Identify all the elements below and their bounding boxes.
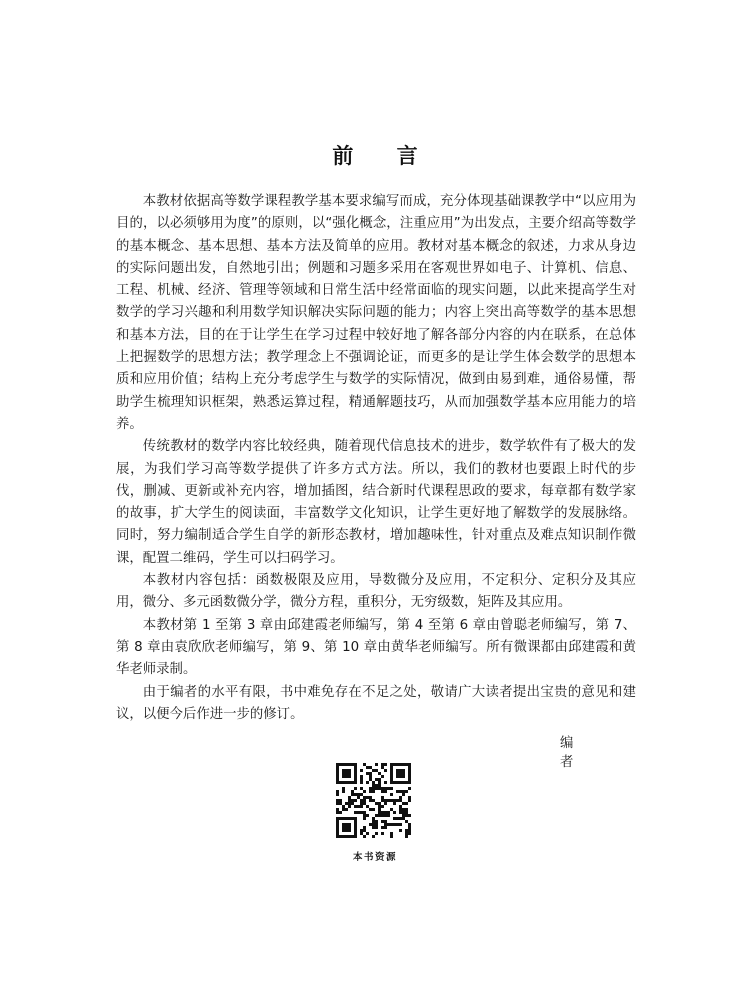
qr-module xyxy=(399,829,402,832)
qr-module xyxy=(384,826,387,829)
qr-module xyxy=(408,829,411,832)
qr-module xyxy=(384,799,387,802)
qr-module xyxy=(375,763,378,766)
qr-module xyxy=(387,811,390,814)
qr-module xyxy=(360,832,363,835)
qr-module xyxy=(363,829,366,832)
qr-module xyxy=(384,769,387,772)
qr-module xyxy=(375,826,378,829)
qr-module xyxy=(384,802,387,805)
qr-module xyxy=(402,802,405,805)
qr-module xyxy=(402,808,405,811)
qr-module xyxy=(363,835,366,838)
qr-module xyxy=(366,814,369,817)
qr-module xyxy=(372,787,375,790)
qr-module xyxy=(345,802,348,805)
paragraph-2: 传统教材的数学内容比较经典，随着现代信息技术的进步，数学软件有了极大的发展，为我们学习高等数学提供了许多方式方法。所以，我们的教材也要跟上时代的步伐，删减、更新或补充内容，增加插图，结合新时代课程思政的要求，每章都有数学家的故事，扩大学生的阅读面，丰富数学文化知识，让学生更好地了解数学的发展脉络。同时，努力编制适合学生自学的新形态教材，增加趣味性，针对重点及难点知识制作微课，配置二维码，学生可以扫码学习。 xyxy=(116,439,636,566)
qr-module xyxy=(384,763,387,766)
preface-body xyxy=(116,191,636,726)
qr-module xyxy=(387,814,390,817)
qr-module xyxy=(405,820,408,823)
qr-module xyxy=(393,823,396,826)
qr-module xyxy=(384,811,387,814)
qr-module xyxy=(360,799,363,802)
qr-module xyxy=(396,823,399,826)
qr-module xyxy=(390,823,393,826)
qr-module xyxy=(393,799,396,802)
qr-module xyxy=(375,769,378,772)
qr-module xyxy=(381,775,384,778)
qr-module xyxy=(372,835,375,838)
qr-module xyxy=(375,814,378,817)
qr-module xyxy=(375,802,378,805)
qr-module xyxy=(351,802,354,805)
qr-caption: 本书资源 xyxy=(352,852,397,863)
qr-module xyxy=(381,787,384,790)
paragraph-5: 由于编者的水平有限，书中难免存在不足之处，敬请广大读者提出宝贵的意见和建议，以便今后作进一步的修订。 xyxy=(116,684,636,722)
qr-module xyxy=(399,808,402,811)
paragraph-4: 本教材第 1 至第 3 章由邱建霞老师编写，第 4 至第 6 章由曾聪老师编写，第 7、第 8 章由袁欣欣老师编写，第 9、第 10 章由黄华老师编写。所有微课都由邱建霞和黄华老师录制。 xyxy=(116,617,636,678)
qr-module xyxy=(342,808,345,811)
qr-module xyxy=(354,811,357,814)
qr-module xyxy=(402,790,405,793)
qr-module xyxy=(396,790,399,793)
qr-module xyxy=(336,802,339,805)
qr-module xyxy=(369,772,372,775)
qr-module xyxy=(387,799,390,802)
qr-module xyxy=(348,799,351,802)
qr-module xyxy=(372,769,375,772)
qr-module xyxy=(378,781,381,784)
qr-module xyxy=(369,808,372,811)
paragraph-1: 本教材依据高等数学课程教学基本要求编写而成，充分体现基础课教学中“以应用为目的，以必须够用为度”的原则，以“强化概念，注重应用”为出发点，主要介绍高等数学的基本概念、基本思想、基本方法及简单的应用。教材对基本概念的叙述，力求从身边的实际问题出发，自然地引出；例题和习题多采用在客观世界如电子、计算机、信息、工程、机械、经济、管理等领域和日常生活中经常面临的现实问题，以此来提高学生对数学的学习兴趣和利用数学知识解决实际问题的能力；内容上突出高等数学的基本思想和基本方法，目的在于让学生在学习过程中较好地了解各部分内容的内在联系，在总体上把握数学的思想方法；教学理念上不强调论证，而更多的是让学生体会数学的思想本质和应用价值；结构上充分考虑学生与数学的实际情况，做到由易到难，通俗易懂，帮助学生梳理知识框架，熟悉运算过程，精通解题技巧，从而加强数学基本应用能力的培养。 xyxy=(116,194,636,432)
qr-module xyxy=(342,805,345,808)
qr-module xyxy=(384,781,387,784)
qr-module xyxy=(369,796,372,799)
qr-module xyxy=(336,808,339,811)
qr-module xyxy=(399,796,402,799)
qr-module xyxy=(408,787,411,790)
qr-module xyxy=(369,766,372,769)
qr-module xyxy=(402,811,405,814)
qr-module xyxy=(408,823,411,826)
qr-module xyxy=(408,832,411,835)
qr-module xyxy=(408,796,411,799)
qr-module xyxy=(369,778,372,781)
page-title: 前 言 xyxy=(332,144,436,168)
qr-module xyxy=(384,790,387,793)
qr-module xyxy=(354,805,357,808)
qr-module xyxy=(363,826,366,829)
qr-module xyxy=(351,799,354,802)
qr-module xyxy=(402,817,405,820)
qr-module xyxy=(393,811,396,814)
qr-module xyxy=(378,787,381,790)
qr-module xyxy=(408,814,411,817)
qr-module xyxy=(372,823,375,826)
qr-module xyxy=(378,778,381,781)
paragraph-3: 本教材内容包括：函数极限及应用，导数微分及应用，不定积分、定积分及其应用，微分、多元函数微分学，微分方程，重积分，无穷级数，矩阵及其应用。 xyxy=(116,573,636,611)
qr-module xyxy=(369,790,372,793)
qr-module xyxy=(363,802,366,805)
qr-module xyxy=(390,832,393,835)
qr-module xyxy=(360,805,363,808)
qr-module xyxy=(390,835,393,838)
qr-module xyxy=(381,820,384,823)
qr-module xyxy=(387,823,390,826)
qr-module xyxy=(336,811,339,814)
qr-module xyxy=(366,805,369,808)
qr-module xyxy=(375,787,378,790)
qr-module xyxy=(360,802,363,805)
qr-module xyxy=(381,832,384,835)
qr-module xyxy=(339,802,342,805)
qr-module xyxy=(399,799,402,802)
qr-module xyxy=(354,787,357,790)
qr-module xyxy=(390,787,393,790)
qr-module xyxy=(357,796,360,799)
qr-module xyxy=(354,799,357,802)
qr-module xyxy=(390,808,393,811)
qr-module xyxy=(384,823,387,826)
qr-module xyxy=(369,823,372,826)
qr-module xyxy=(405,832,408,835)
qr-module xyxy=(393,802,396,805)
qr-module xyxy=(402,814,405,817)
qr-module xyxy=(351,790,354,793)
qr-module xyxy=(399,805,402,808)
qr-module xyxy=(402,793,405,796)
qr-module xyxy=(366,796,369,799)
qr-module xyxy=(378,784,381,787)
qr-module xyxy=(363,814,366,817)
qr-module xyxy=(372,799,375,802)
qr-module xyxy=(375,820,378,823)
qr-module xyxy=(381,814,384,817)
qr-module xyxy=(384,820,387,823)
qr-module xyxy=(405,790,408,793)
qr-module xyxy=(366,772,369,775)
qr-module xyxy=(348,796,351,799)
qr-module xyxy=(339,811,342,814)
qr-module xyxy=(399,790,402,793)
qr-module xyxy=(396,817,399,820)
qr-module xyxy=(405,808,408,811)
qr-module xyxy=(339,799,342,802)
qr-module xyxy=(408,826,411,829)
qr-module xyxy=(369,775,372,778)
qr-module xyxy=(378,814,381,817)
qr-module xyxy=(381,799,384,802)
qr-module xyxy=(378,772,381,775)
qr-module xyxy=(375,823,378,826)
qr-module xyxy=(399,823,402,826)
qr-module xyxy=(357,805,360,808)
qr-module xyxy=(381,811,384,814)
qr-module xyxy=(381,763,384,766)
qr-module xyxy=(366,832,369,835)
qr-module xyxy=(381,790,384,793)
qr-module xyxy=(384,814,387,817)
qr-module xyxy=(399,817,402,820)
qr-module xyxy=(360,829,363,832)
qr-module xyxy=(363,796,366,799)
qr-module xyxy=(336,799,339,802)
qr-module xyxy=(405,835,408,838)
qr-module xyxy=(363,763,366,766)
qr-module xyxy=(384,787,387,790)
qr-module xyxy=(372,808,375,811)
qr-module xyxy=(360,781,363,784)
qr-module xyxy=(372,820,375,823)
qr-module xyxy=(405,802,408,805)
qr-module xyxy=(366,781,369,784)
qr-module xyxy=(360,811,363,814)
qr-module xyxy=(378,811,381,814)
qr-module xyxy=(408,799,411,802)
qr-module xyxy=(360,787,363,790)
qr-module xyxy=(342,787,345,790)
qr-module xyxy=(336,793,339,796)
qr-module xyxy=(366,766,369,769)
qr-module xyxy=(336,790,339,793)
qr-module xyxy=(375,778,378,781)
qr-module xyxy=(360,775,363,778)
qr-code-icon[interactable] xyxy=(336,763,411,838)
qr-module xyxy=(348,802,351,805)
qr-module xyxy=(372,781,375,784)
qr-module xyxy=(390,799,393,802)
qr-module xyxy=(375,784,378,787)
qr-module xyxy=(378,805,381,808)
qr-module xyxy=(357,793,360,796)
qr-module xyxy=(390,793,393,796)
qr-module xyxy=(351,793,354,796)
qr-module xyxy=(381,826,384,829)
qr-module xyxy=(372,826,375,829)
qr-module xyxy=(357,811,360,814)
qr-module xyxy=(372,784,375,787)
qr-module xyxy=(360,769,363,772)
qr-module xyxy=(381,766,384,769)
qr-module xyxy=(345,808,348,811)
qr-module xyxy=(405,814,408,817)
qr-module xyxy=(378,808,381,811)
qr-module xyxy=(396,799,399,802)
qr-module xyxy=(348,805,351,808)
qr-module xyxy=(375,832,378,835)
qr-module xyxy=(387,787,390,790)
qr-module xyxy=(369,787,372,790)
qr-module xyxy=(405,811,408,814)
qr-module xyxy=(369,799,372,802)
qr-module xyxy=(405,829,408,832)
qr-module xyxy=(363,790,366,793)
qr-module xyxy=(354,793,357,796)
qr-module xyxy=(363,799,366,802)
qr-module xyxy=(360,778,363,781)
qr-module xyxy=(342,790,345,793)
qr-module xyxy=(393,817,396,820)
qr-module xyxy=(378,802,381,805)
author-signature: 编 者 xyxy=(560,736,584,770)
qr-module xyxy=(363,811,366,814)
qr-module xyxy=(372,817,375,820)
qr-module xyxy=(360,793,363,796)
qr-module xyxy=(381,805,384,808)
qr-module xyxy=(399,811,402,814)
qr-module xyxy=(372,790,375,793)
qr-module xyxy=(381,796,384,799)
qr-module xyxy=(363,817,366,820)
